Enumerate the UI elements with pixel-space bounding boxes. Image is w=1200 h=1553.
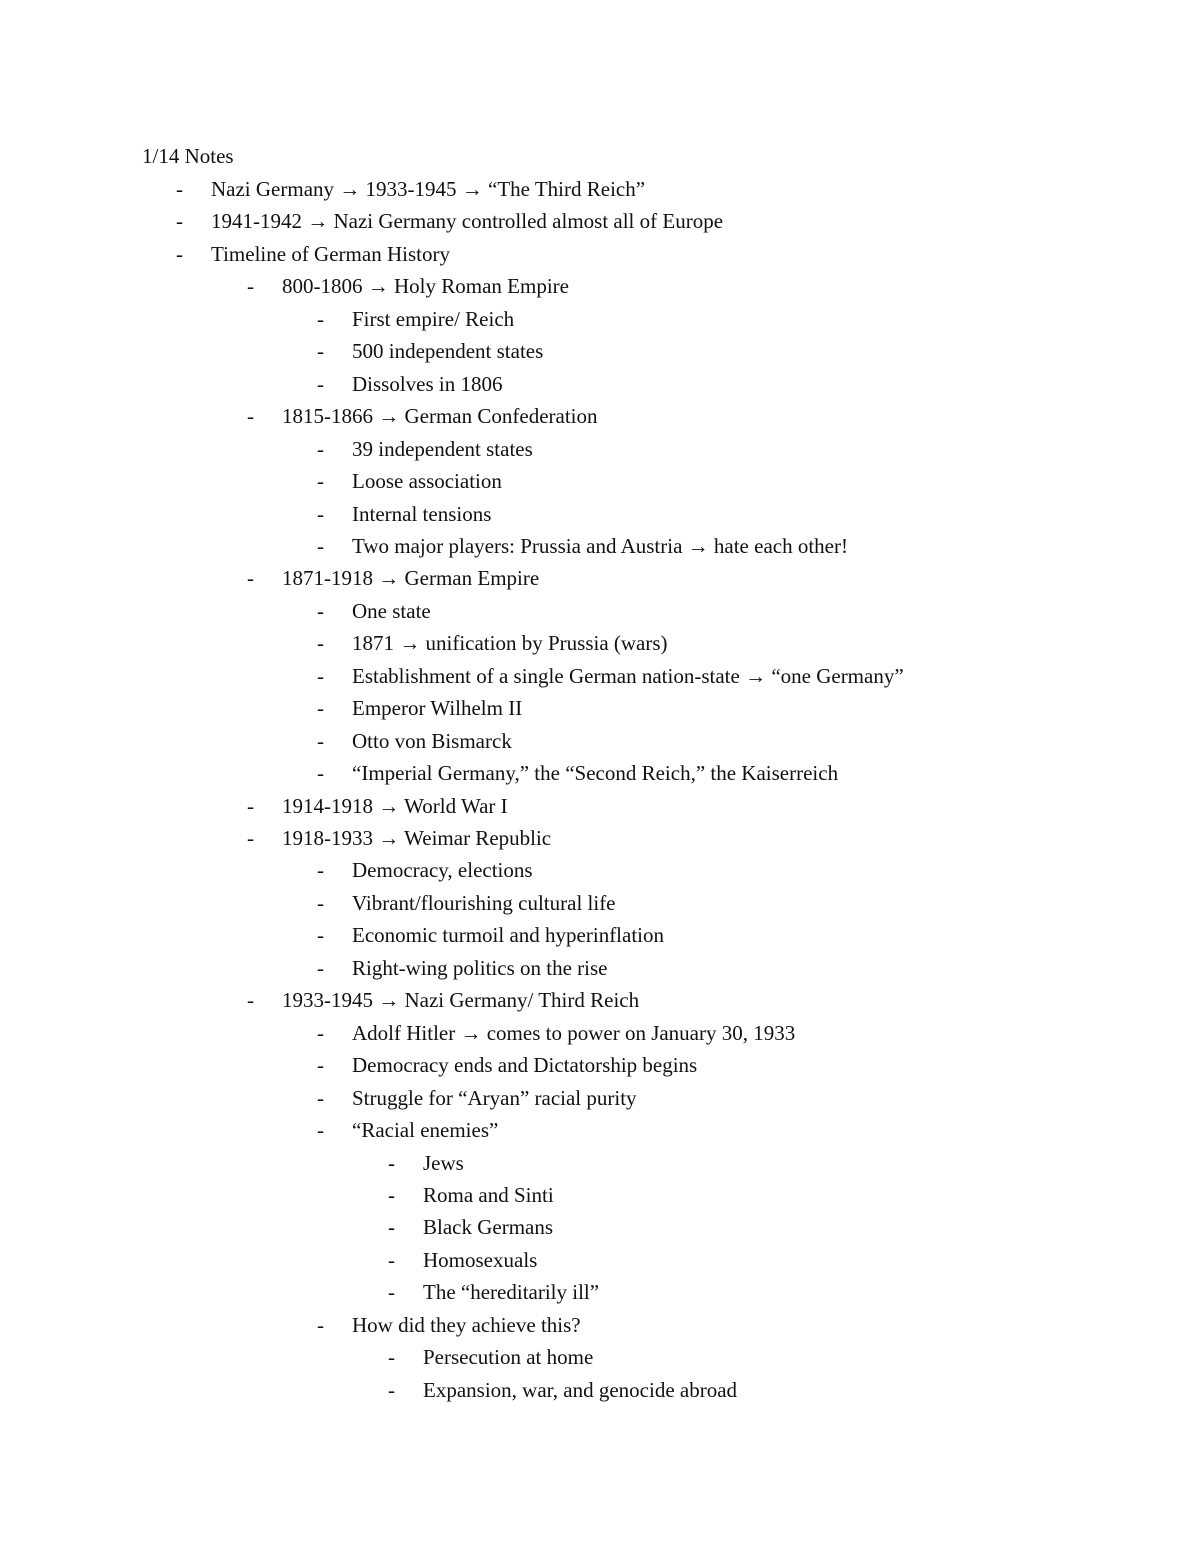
outline-item-text: Black Germans [423, 1215, 554, 1239]
outline-item-text: Jews [423, 1151, 464, 1175]
bullet-dash: - [247, 566, 254, 590]
outline-item-text: Otto von Bismarck [352, 729, 512, 753]
outline-item-text: One state [352, 599, 431, 623]
bullet-dash: - [247, 274, 254, 298]
bullet-dash: - [176, 242, 183, 266]
outline-item-text: Adolf Hitler → comes to power on January 30, 1933 [352, 1021, 796, 1045]
bullet-dash: - [317, 631, 324, 655]
outline-item-text: Homosexuals [423, 1248, 538, 1272]
bullet-dash: - [317, 502, 324, 526]
outline-item-text: Internal tensions [352, 502, 492, 526]
bullet-dash: - [317, 339, 324, 363]
outline-item-text: Expansion, war, and genocide abroad [423, 1378, 738, 1402]
bullet-dash: - [317, 664, 324, 688]
outline-item-text: How did they achieve this? [352, 1313, 581, 1337]
outline-item-text: 39 independent states [352, 437, 533, 461]
bullet-dash: - [317, 696, 324, 720]
bullet-dash: - [317, 1118, 324, 1142]
bullet-dash: - [388, 1183, 395, 1207]
bullet-dash: - [247, 404, 254, 428]
outline-item-text: First empire/ Reich [352, 307, 515, 331]
bullet-dash: - [388, 1248, 395, 1272]
bullet-dash: - [317, 761, 324, 785]
outline-item-text: Economic turmoil and hyperinflation [352, 923, 665, 947]
outline-item-text: 800-1806 → Holy Roman Empire [282, 274, 569, 298]
outline-item-text: Two major players: Prussia and Austria → hate each other! [352, 534, 848, 558]
outline-item-text: Nazi Germany → 1933-1945 → “The Third Reich” [211, 177, 646, 201]
outline-item-text: Emperor Wilhelm II [352, 696, 523, 720]
outline-item-text: 1815-1866 → German Confederation [282, 404, 598, 428]
bullet-dash: - [317, 469, 324, 493]
bullet-dash: - [317, 307, 324, 331]
bullet-dash: - [317, 923, 324, 947]
bullet-dash: - [176, 177, 183, 201]
bullet-dash: - [317, 729, 324, 753]
bullet-dash: - [247, 826, 254, 850]
bullet-dash: - [388, 1280, 395, 1304]
bullet-dash: - [317, 1313, 324, 1337]
outline-item-text: Democracy ends and Dictatorship begins [352, 1053, 698, 1077]
outline-item-text: Loose association [352, 469, 502, 493]
bullet-dash: - [247, 988, 254, 1012]
outline-item-text: Establishment of a single German nation-state → “one Germany” [352, 664, 904, 688]
bullet-dash: - [317, 534, 324, 558]
bullet-dash: - [317, 891, 324, 915]
bullet-dash: - [388, 1345, 395, 1369]
bullet-dash: - [247, 794, 254, 818]
outline-item-text: 1871 → unification by Prussia (wars) [352, 631, 668, 655]
outline-item-text: Right-wing politics on the rise [352, 956, 608, 980]
outline-item-text: Timeline of German History [211, 242, 450, 266]
bullet-dash: - [317, 1053, 324, 1077]
outline-item-text: The “hereditarily ill” [423, 1280, 600, 1304]
bullet-dash: - [317, 1086, 324, 1110]
notes-title: 1/14 Notes [142, 144, 234, 168]
outline-item-text: 1933-1945 → Nazi Germany/ Third Reich [282, 988, 640, 1012]
outline-item-text: Persecution at home [423, 1345, 594, 1369]
bullet-dash: - [388, 1378, 395, 1402]
outline-item-text: Vibrant/flourishing cultural life [352, 891, 616, 915]
outline-item-text: 1941-1942 → Nazi Germany controlled almost all of Europe [211, 209, 724, 233]
outline-item-text: “Racial enemies” [352, 1118, 499, 1142]
bullet-dash: - [388, 1151, 395, 1175]
outline-item-text: Roma and Sinti [423, 1183, 554, 1207]
bullet-dash: - [317, 599, 324, 623]
outline-item-text: Dissolves in 1806 [352, 372, 503, 396]
bullet-dash: - [317, 372, 324, 396]
outline-item-text: 1914-1918 → World War I [282, 794, 508, 818]
bullet-dash: - [176, 209, 183, 233]
outline-item-text: “Imperial Germany,” the “Second Reich,” the Kaiserreich [352, 761, 839, 785]
outline-item-text: 1871-1918 → German Empire [282, 566, 540, 590]
outline-item-text: 1918-1933 → Weimar Republic [282, 826, 552, 850]
bullet-dash: - [317, 858, 324, 882]
outline-item-text: Struggle for “Aryan” racial purity [352, 1086, 637, 1110]
bullet-dash: - [317, 1021, 324, 1045]
outline-item-text: Democracy, elections [352, 858, 533, 882]
bullet-dash: - [388, 1215, 395, 1239]
outline-item-text: 500 independent states [352, 339, 544, 363]
bullet-dash: - [317, 437, 324, 461]
bullet-dash: - [317, 956, 324, 980]
